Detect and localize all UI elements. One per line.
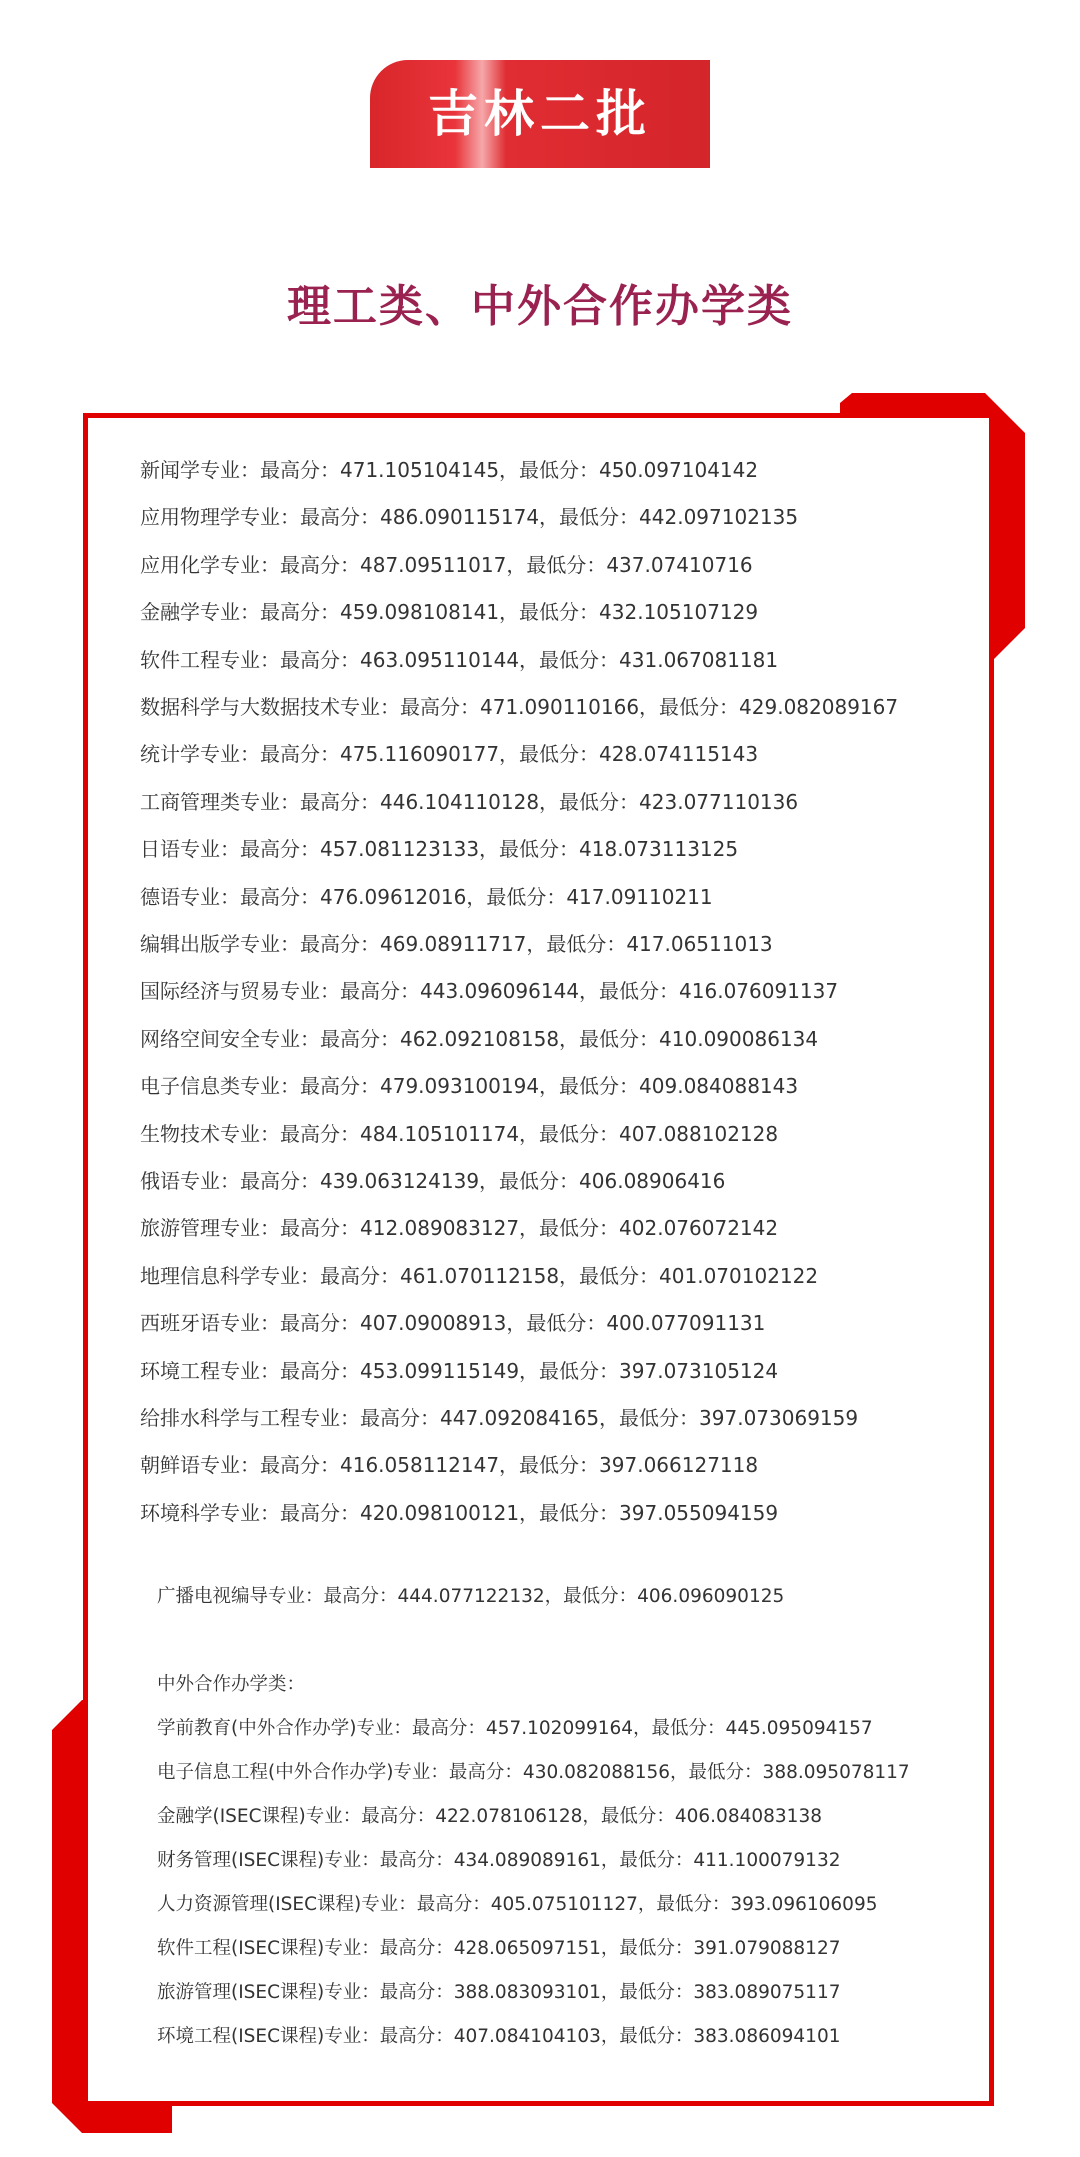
score-line: 新闻学专业：最高分：471.105104145，最低分：450.097104142 <box>140 458 759 482</box>
score-line: 西班牙语专业：最高分：407.09008913，最低分：400.077091131 <box>140 1311 766 1336</box>
score-line: 编辑出版学专业：最高分：469.08911717，最低分：417.06511013 <box>140 932 773 956</box>
score-line: 德语专业：最高分：476.09612016，最低分：417.09110211 <box>140 884 713 909</box>
score-line: 工商管理类专业：最高分：446.104110128，最低分：423.077110136 <box>140 789 799 814</box>
score-line: 日语专业：最高分：457.081123133，最低分：418.073113125 <box>140 837 739 862</box>
score-line: 朝鲜语专业：最高分：416.058112147，最低分：397.066127118 <box>140 1453 759 1478</box>
score-line: 应用物理学专业：最高分：486.090115174，最低分：442.097102135 <box>140 505 799 530</box>
score-line: 财务管理(ISEC课程)专业：最高分：434.089089161，最低分：411.100079132 <box>157 1850 841 1871</box>
score-line: 俄语专业：最高分：439.063124139，最低分：406.08906416 <box>140 1169 726 1193</box>
score-line: 学前教育(中外合作办学)专业：最高分：457.102099164，最低分：445.095094157 <box>157 1718 873 1739</box>
score-line: 环境工程(ISEC课程)专业：最高分：407.084104103，最低分：383.086094101 <box>157 2026 841 2047</box>
banner <box>370 60 710 168</box>
score-line: 环境工程专业：最高分：453.099115149，最低分：397.073105124 <box>140 1358 779 1383</box>
score-line: 生物技术专业：最高分：484.105101174，最低分：407.088102128 <box>140 1121 779 1146</box>
score-line: 国际经济与贸易专业：最高分：443.096096144，最低分：416.076091137 <box>140 979 839 1004</box>
score-line: 网络空间安全专业：最高分：462.092108158，最低分：410.090086134 <box>140 1026 819 1051</box>
score-line: 环境科学专业：最高分：420.098100121，最低分：397.055094159 <box>140 1500 779 1525</box>
score-line: 旅游管理专业：最高分：412.089083127，最低分：402.076072142 <box>140 1216 779 1241</box>
score-line: 广播电视编导专业：最高分：444.077122132，最低分：406.096090125 <box>157 1586 785 1607</box>
score-line: 数据科学与大数据技术专业：最高分：471.090110166，最低分：429.082089167 <box>140 695 899 719</box>
score-line: 给排水科学与工程专业：最高分：447.092084165，最低分：397.073069159 <box>140 1406 859 1430</box>
banner-title: 吉林二批 <box>428 85 652 143</box>
score-line: 地理信息科学专业：最高分：461.070112158，最低分：401.070102122 <box>140 1263 819 1288</box>
score-line: 电子信息类专业：最高分：479.093100194，最低分：409.084088143 <box>140 1074 799 1099</box>
score-line: 软件工程(ISEC课程)专业：最高分：428.065097151，最低分：391.079088127 <box>157 1938 841 1959</box>
score-line: 软件工程专业：最高分：463.095110144，最低分：431.067081181 <box>140 647 779 672</box>
score-line: 金融学专业：最高分：459.098108141，最低分：432.105107129 <box>140 600 759 625</box>
score-line: 统计学专业：最高分：475.116090177，最低分：428.074115143 <box>140 742 759 767</box>
score-line: 电子信息工程(中外合作办学)专业：最高分：430.082088156，最低分：388.095078117 <box>157 1762 910 1783</box>
section-heading: 中外合作办学类： <box>157 1674 306 1695</box>
page-subtitle: 理工类、中外合作办学类 <box>287 281 793 332</box>
score-line: 人力资源管理(ISEC课程)专业：最高分：405.075101127，最低分：393.096106095 <box>157 1894 878 1915</box>
score-line: 金融学(ISEC课程)专业：最高分：422.078106128，最低分：406.084083138 <box>157 1806 822 1827</box>
score-line: 应用化学专业：最高分：487.09511017，最低分：437.07410716 <box>140 552 753 577</box>
score-line: 旅游管理(ISEC课程)专业：最高分：388.083093101，最低分：383.089075117 <box>157 1982 841 2003</box>
